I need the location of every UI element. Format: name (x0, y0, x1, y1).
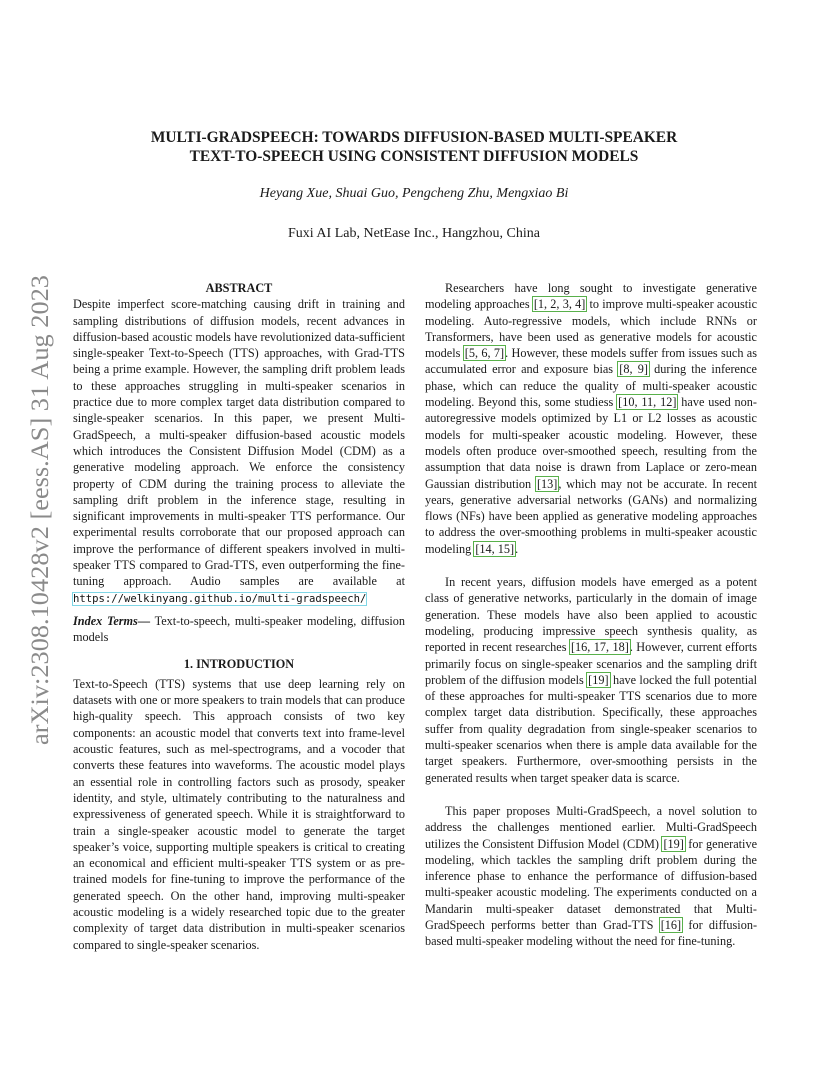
citation-link[interactable]: [19] (663, 836, 684, 851)
citation-link[interactable]: [5, 6, 7] (464, 346, 505, 361)
left-column (73, 280, 405, 953)
citation-link[interactable]: [14, 15] (475, 541, 515, 556)
text-span: . However, current efforts primarily focus on single-speaker scenarios and the sampling drift problem of the diffusion models (425, 640, 758, 687)
text-span: to improve multi-speaker acoustic modeling. Auto-regressive models, which include RNNs or Transformers, have been used as generative models for acoustic models (425, 297, 758, 361)
right-paragraph-3 (425, 803, 757, 950)
text-span: In recent years, diffusion models have emerged as a potent class of generative networks, particularly in the domain of image generation. These models have also been applied to acoustic modeling, producing impressive speech synthesis quality, as reported in recent researches (425, 575, 757, 655)
abstract-heading: ABSTRACT (205, 281, 273, 295)
paragraph-gap (425, 786, 757, 803)
text-span: have locked the full potential of these approaches for multi-speaker TTS scenarios due to more complex target data distribution. Specifically, these approaches suffer from quality degradation from single-speaker scenarios to multi-speaker scenarios when there is ample data available for the target speakers. Furthermore, over-smoothing persists in the generated results when target speaker data is scarce. (425, 672, 757, 785)
text-span: , which may not be accurate. In recent years, generative adversarial networks (GANs) and normalizing flows (NFs) have been applied as generative modeling approaches to address the over-smoothing problems in multi-speaker acoustic modeling (425, 476, 757, 556)
text-span: have used non-autoregressive models optimized by L1 or L2 losses as acoustic models for multi-speaker acoustic modeling. However, these models often produce over-smoothed speech, resulting from the assumption that data noise is drawn from Laplace or zero-mean Gaussian distribution (425, 395, 757, 491)
citation-link[interactable]: [16] (660, 917, 682, 932)
citation-link[interactable]: [16, 17, 18] (570, 640, 629, 655)
citation-link[interactable]: [8, 9] (619, 362, 648, 377)
title-line-2: TEXT-TO-SPEECH USING CONSISTENT DIFFUSION MODELS (189, 148, 639, 165)
index-terms-label: Index Terms— (73, 613, 151, 628)
right-column (425, 280, 757, 950)
citation-link[interactable]: [10, 11, 12] (618, 395, 677, 410)
audio-samples-link[interactable]: https://welkinyang.github.io/multi-gradspeech/ (73, 592, 367, 605)
right-paragraph-2 (425, 574, 757, 786)
text-span: during the inference phase, which can reduce the quality of multi-speaker acoustic modeling. Beyond this, some studiess (425, 362, 757, 410)
intro-heading: 1. INTRODUCTION (183, 656, 295, 671)
text-span: for generative modeling, which tackles the sampling drift problem during the inference phase to enhance the performance of diffusion-based multi-speaker acoustic modeling. The experiments conducted on a Mandarin multi-speaker dataset demonstrated that Multi-GradSpeech performs better than Grad-TTS (425, 836, 758, 932)
paragraph-gap (425, 557, 757, 574)
text-span: This paper proposes Multi-GradSpeech, a novel solution to address the challenges mentioned earlier. Multi-GradSpeech utilizes the Consistent Diffusion Model (CDM) (425, 803, 757, 851)
text-span: . However, these models suffer from issues such as accumulated error and exposure bias (425, 346, 757, 377)
abstract-text: Despite imperfect score-matching causing drift in training and sampling distributions of diffusion models, recent advances in diffusion-based acoustic models have revolutionized data-sufficient single-speaker Text-to-Speech (TTS) approaches, with Grad-TTS being a prime example. However, the sampling drift problem leads to these approaches struggling in multi-speaker scenarios in practice due to more complex target data distribution compared to single-speaker scenarios. In this paper, we present Multi-GradSpeech, a multi-speaker diffusion-based acoustic models which introduces the Consistent Diffusion Model (CDM) as a generative modeling approach. We enforce the consistency property of CDM during the training process to alleviate the sampling drift problem in the inference stage, resulting in significant improvements in multi-speaker TTS performance. Our experimental results corroborate that our proposed approach can improve the performance of different speakers involved in multi-speaker TTS compared to Grad-TTS, even outperforming the fine-tuning approach. Audio samples are available at (73, 297, 405, 589)
authors: Heyang Xue, Shuai Guo, Pengcheng Zhu, Mengxiao Bi (259, 186, 569, 201)
text-span: . (515, 541, 519, 556)
intro-paragraph: Text-to-Speech (TTS) systems that use deep learning rely on datasets with one or more speakers to train models that can produce high-quality speech. This approach consists of two key components: an acoustic model that converts text into frame-level acoustic features, such as mel-spectrograms, and a vocoder that converts these features into waveforms. The acoustic model plays an essential role in controlling factors such as prosody, speaker identity, and style, ultimately contributing to the naturalness and expressiveness of generated speech. While it is straightforward to train a single-speaker acoustic model to generate the target speaker’s voice, supporting multiple speakers is critical to creating an economical and efficient multi-speaker TTS system or as pre-trained models for fine-tuning to improve the performance of the generated speech. On the other hand, improving multi-speaker acoustic modeling is a widely researched topic due to the greater complexity of target data distribution in multi-speaker scenarios compared to single-speaker scenarios. (73, 676, 405, 952)
text-span: Researchers have long sought to investigate generative modeling approaches (425, 281, 757, 312)
citation-link[interactable]: [19] (588, 672, 609, 687)
text-span: for diffusion-based multi-speaker modeling without the need for fine-tuning. (425, 917, 758, 949)
right-paragraph-1 (425, 280, 757, 557)
title-line-1: MULTI-GRADSPEECH: TOWARDS DIFFUSION-BASED MULTI-SPEAKER (150, 129, 678, 146)
citation-link[interactable]: [1, 2, 3, 4] (533, 297, 586, 312)
arxiv-stamp-text: arXiv:2308.10428v2 [eess.AS] 31 Aug 2023 (27, 299, 54, 745)
affiliation: Fuxi AI Lab, NetEase Inc., Hangzhou, China (288, 226, 540, 241)
index-terms-text: Text-to-speech, multi-speaker modeling, diffusion models (73, 613, 406, 645)
index-terms (73, 613, 405, 646)
citation-link[interactable]: [13] (536, 476, 558, 491)
paper-title (100, 128, 728, 166)
arxiv-stamp (18, 275, 58, 745)
abstract-body (73, 296, 405, 607)
